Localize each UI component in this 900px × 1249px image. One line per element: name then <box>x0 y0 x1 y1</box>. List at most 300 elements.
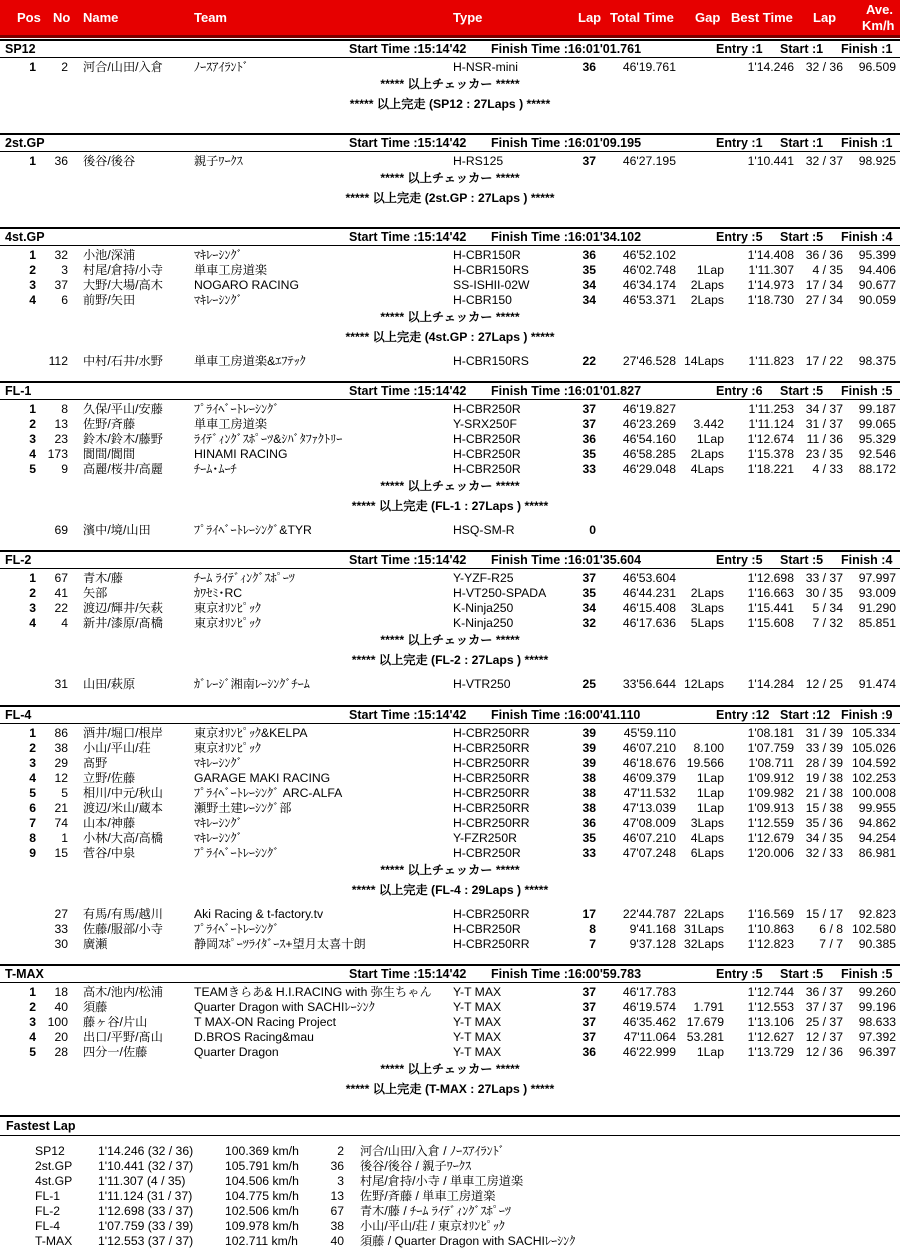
cell-team: ﾌﾟﾗｲﾍﾞｰﾄﾚｰｼﾝｸﾞ&TYR <box>194 523 312 537</box>
class-name: FL-4 <box>5 708 32 722</box>
cell-total: 46'54.160 <box>622 432 676 446</box>
result-row <box>0 417 900 432</box>
complete-note: ***** 以上完走 (2st.GP : 27Laps ) ***** <box>345 191 555 205</box>
fastest-cls: T-MAX <box>35 1234 73 1248</box>
cell-lap: 36 <box>582 1045 596 1059</box>
cell-best: 1'18.221 <box>747 462 794 476</box>
checker-note: ***** 以上チェッカー ***** <box>380 310 520 324</box>
cell-no: 22 <box>54 601 68 615</box>
cell-best: 1'12.674 <box>747 432 794 446</box>
fastest-rider: 小山/平山/荘 / 東京ｵﾘﾝﾋﾟｯｸ <box>360 1219 505 1233</box>
cell-lap: 0 <box>589 523 596 537</box>
cell-type: H-CBR250RR <box>453 801 530 815</box>
cell-total: 46'19.574 <box>622 1000 676 1014</box>
class-startc: Start :5 <box>780 967 824 981</box>
cell-pos: 4 <box>29 771 36 785</box>
cell-team: 瀬野土建ﾚｰｼﾝｸﾞ部 <box>194 801 292 815</box>
cell-type: H-NSR-mini <box>453 60 518 74</box>
fastest-lap-title: Fastest Lap <box>0 1115 900 1136</box>
cell-best: 1'14.284 <box>747 677 794 691</box>
cell-total: 46'18.676 <box>622 756 676 770</box>
cell-avg: 93.009 <box>858 586 896 600</box>
cell-team: GARAGE MAKI RACING <box>194 771 331 785</box>
class-start: Start Time :15:14'42 <box>349 384 467 398</box>
cell-name: 菅谷/中泉 <box>83 846 136 860</box>
cell-blap: 4 / 35 <box>812 263 843 277</box>
cell-lap: 37 <box>582 985 596 999</box>
fastest-rider: 須藤 / Quarter Dragon with SACHIﾚｰｼﾝｸ <box>360 1234 576 1248</box>
cell-best: 1'14.246 <box>747 60 794 74</box>
cell-no: 13 <box>54 417 68 431</box>
result-row <box>0 248 900 263</box>
class-entry: Entry :1 <box>716 136 763 150</box>
cell-type: H-CBR250R <box>453 922 521 936</box>
cell-lap: 7 <box>589 937 596 951</box>
cell-team: 東京ｵﾘﾝﾋﾟｯｸ&KELPA <box>194 726 308 740</box>
cell-gap: 53.281 <box>686 1030 724 1044</box>
class-section-fl2 <box>0 550 900 692</box>
cell-gap: 6Laps <box>690 846 724 860</box>
cell-total: 46'15.408 <box>622 601 676 615</box>
cell-avg: 91.474 <box>858 677 896 691</box>
cell-no: 40 <box>54 1000 68 1014</box>
cell-pos: 7 <box>29 816 36 830</box>
class-entry: Entry :5 <box>716 967 763 981</box>
class-entry: Entry :5 <box>716 230 763 244</box>
cell-best: 1'07.759 <box>747 741 794 755</box>
class-name: 2st.GP <box>5 136 45 150</box>
result-row <box>0 462 900 477</box>
unclassified-row <box>0 677 900 692</box>
cell-team: 単車工房道楽&ｴﾌﾃｯｸ <box>194 354 306 368</box>
cell-name: 久保/平山/安藤 <box>83 402 163 416</box>
cell-best: 1'12.679 <box>747 831 794 845</box>
cell-name: 藤ヶ谷/片山 <box>83 1015 148 1029</box>
cell-name: 山田/萩原 <box>83 677 136 691</box>
cell-lap: 35 <box>582 586 596 600</box>
cell-lap: 37 <box>582 154 596 168</box>
cell-lap: 38 <box>582 771 596 785</box>
cell-no: 173 <box>47 447 68 461</box>
cell-type: H-CBR250RR <box>453 726 530 740</box>
results-header <box>0 0 900 38</box>
cell-type: Y-SRX250F <box>453 417 517 431</box>
class-header <box>0 550 900 569</box>
class-startc: Start :5 <box>780 553 824 567</box>
cell-avg: 105.026 <box>851 741 896 755</box>
col-total: Total Time <box>610 10 674 25</box>
result-row <box>0 278 900 293</box>
cell-name: 佐藤/服部/小寺 <box>83 922 163 936</box>
cell-type: H-CBR250R <box>453 402 521 416</box>
cell-name: 青木/藤 <box>83 571 123 585</box>
cell-name: 小池/深浦 <box>83 248 136 262</box>
fastest-time: 1'10.441 (32 / 37) <box>98 1159 194 1173</box>
complete-note: ***** 以上完走 (4st.GP : 27Laps ) ***** <box>345 330 555 344</box>
cell-best: 1'14.408 <box>747 248 794 262</box>
fastest-time: 1'12.698 (33 / 37) <box>98 1204 194 1218</box>
cell-type: Y-T MAX <box>453 1045 502 1059</box>
cell-team: ﾏｷﾚｰｼﾝｸﾞ <box>194 293 243 307</box>
cell-team: 東京ｵﾘﾝﾋﾟｯｸ <box>194 741 262 755</box>
cell-avg: 97.997 <box>858 571 896 585</box>
class-start: Start Time :15:14'42 <box>349 967 467 981</box>
cell-blap: 30 / 35 <box>805 586 843 600</box>
cell-lap: 39 <box>582 756 596 770</box>
unclassified-row <box>0 354 900 369</box>
fastest-time: 1'11.124 (31 / 37) <box>98 1189 193 1203</box>
cell-avg: 95.399 <box>858 248 896 262</box>
fastest-cls: SP12 <box>35 1144 65 1158</box>
cell-type: K-Ninja250 <box>453 616 514 630</box>
col-best-lap: Lap <box>813 10 837 25</box>
class-startc: Start :5 <box>780 230 824 244</box>
cell-team: HINAMI RACING <box>194 447 288 461</box>
cell-name: 前野/矢田 <box>83 293 136 307</box>
result-row <box>0 263 900 278</box>
cell-name: 新井/漆原/髙橋 <box>83 616 163 630</box>
cell-gap: 2Laps <box>690 278 724 292</box>
checker-note: ***** 以上チェッカー ***** <box>380 1062 520 1076</box>
class-finish-time: Finish Time :16:01'09.195 <box>491 136 642 150</box>
class-header <box>0 39 900 58</box>
cell-best: 1'15.378 <box>747 447 794 461</box>
complete-note: ***** 以上完走 (SP12 : 27Laps ) ***** <box>349 97 551 111</box>
cell-blap: 37 / 37 <box>805 1000 843 1014</box>
cell-lap: 36 <box>582 816 596 830</box>
result-row <box>0 571 900 586</box>
cell-blap: 32 / 33 <box>805 846 843 860</box>
cell-team: ﾁｰﾑ･ﾑｰﾁ <box>194 462 237 476</box>
fastest-cls: FL-1 <box>35 1189 61 1203</box>
cell-name: 渡辺/米山/蔵本 <box>83 801 163 815</box>
cell-type: H-CBR250RR <box>453 741 530 755</box>
cell-name: 濱中/境/山田 <box>83 523 151 537</box>
cell-best: 1'12.559 <box>747 816 794 830</box>
cell-avg: 99.196 <box>858 1000 896 1014</box>
cell-gap: 1Lap <box>696 1045 724 1059</box>
cell-total: 46'58.285 <box>622 447 676 461</box>
cell-avg: 95.329 <box>858 432 896 446</box>
cell-best: 1'10.863 <box>747 922 794 936</box>
cell-type: H-VTR250 <box>453 677 511 691</box>
cell-gap: 14Laps <box>684 354 724 368</box>
fastest-lap-row <box>0 1144 900 1159</box>
unclassified-row <box>0 922 900 937</box>
cell-blap: 4 / 33 <box>812 462 843 476</box>
cell-name: 矢部 <box>83 586 108 600</box>
cell-gap: 1Lap <box>696 801 724 815</box>
cell-best: 1'12.553 <box>747 1000 794 1014</box>
cell-best: 1'12.744 <box>747 985 794 999</box>
cell-avg: 96.397 <box>858 1045 896 1059</box>
class-header <box>0 227 900 246</box>
fastest-speed: 104.506 km/h <box>225 1174 299 1188</box>
checker-note: ***** 以上チェッカー ***** <box>380 479 520 493</box>
cell-pos: 4 <box>29 1030 36 1044</box>
result-row <box>0 831 900 846</box>
cell-team: Quarter Dragon <box>194 1045 279 1059</box>
cell-team: TEAMきらあ& H.I.RACING with 弥生ちゃん <box>194 985 432 999</box>
cell-total: 33'56.644 <box>622 677 676 691</box>
cell-lap: 25 <box>582 677 596 691</box>
class-finish: Finish :1 <box>841 42 893 56</box>
col-lap: Lap <box>578 10 602 25</box>
cell-lap: 34 <box>582 293 596 307</box>
cell-pos: 1 <box>29 248 36 262</box>
cell-gap: 19.566 <box>686 756 724 770</box>
cell-blap: 35 / 36 <box>805 816 843 830</box>
class-name: SP12 <box>5 42 36 56</box>
cell-gap: 5Laps <box>690 616 724 630</box>
cell-lap: 36 <box>582 60 596 74</box>
cell-total: 47'11.064 <box>623 1030 676 1044</box>
cell-team: T MAX-ON Racing Project <box>194 1015 337 1029</box>
cell-total: 22'44.787 <box>622 907 676 921</box>
result-row <box>0 985 900 1000</box>
class-entry: Entry :6 <box>716 384 763 398</box>
cell-total: 46'44.231 <box>622 586 676 600</box>
cell-total: 46'07.210 <box>622 831 676 845</box>
cell-gap: 1Lap <box>696 771 724 785</box>
cell-pos: 1 <box>29 154 36 168</box>
fastest-rider: 村尾/倉持/小寺 / 単車工房道楽 <box>360 1174 524 1188</box>
result-row <box>0 816 900 831</box>
class-section-fl4 <box>0 705 900 952</box>
cell-best: 1'09.913 <box>747 801 794 815</box>
cell-type: Y-T MAX <box>453 1030 502 1044</box>
cell-best: 1'12.823 <box>747 937 794 951</box>
cell-team: 単車工房道楽 <box>194 263 268 277</box>
class-section-sp12 <box>0 39 900 115</box>
class-finish-time: Finish Time :16:00'41.110 <box>491 708 641 722</box>
cell-avg: 99.955 <box>858 801 896 815</box>
cell-name: 後谷/後谷 <box>83 154 136 168</box>
col-team: Team <box>194 10 227 25</box>
cell-no: 20 <box>54 1030 68 1044</box>
cell-team: ｶﾜｾﾐ･RC <box>194 586 243 600</box>
cell-pos: 2 <box>29 263 36 277</box>
cell-gap: 2Laps <box>690 447 724 461</box>
class-start: Start Time :15:14'42 <box>349 230 467 244</box>
cell-avg: 94.406 <box>858 263 896 277</box>
checker-note: ***** 以上チェッカー ***** <box>380 633 520 647</box>
cell-team: ﾏｷﾚｰｼﾝｸﾞ <box>194 756 243 770</box>
cell-no: 30 <box>54 937 68 951</box>
cell-gap: 8.100 <box>693 741 724 755</box>
cell-gap: 31Laps <box>684 922 724 936</box>
cell-team: Quarter Dragon with SACHIﾚｰｼﾝｸ <box>194 1000 375 1014</box>
cell-team: ﾌﾟﾗｲﾍﾞｰﾄﾚｰｼﾝｸﾞ <box>194 402 280 416</box>
cell-lap: 36 <box>582 248 596 262</box>
class-name: FL-1 <box>5 384 32 398</box>
class-startc: Start :1 <box>780 42 824 56</box>
cell-lap: 17 <box>582 907 596 921</box>
cell-best: 1'16.569 <box>747 907 794 921</box>
class-section-2stgp <box>0 133 900 209</box>
cell-no: 2 <box>61 60 68 74</box>
cell-type: H-CBR250R <box>453 462 521 476</box>
class-entry: Entry :12 <box>716 708 770 722</box>
result-row <box>0 601 900 616</box>
cell-lap: 35 <box>582 263 596 277</box>
cell-name: 小山/平山/荘 <box>83 741 151 755</box>
cell-lap: 34 <box>582 601 596 615</box>
cell-blap: 11 / 36 <box>806 432 843 446</box>
cell-name: 中村/石井/水野 <box>83 354 163 368</box>
cell-pos: 1 <box>29 402 36 416</box>
cell-gap: 22Laps <box>684 907 724 921</box>
class-finish-time: Finish Time :16:00'59.783 <box>491 967 642 981</box>
cell-lap: 38 <box>582 786 596 800</box>
cell-blap: 31 / 37 <box>805 417 843 431</box>
cell-blap: 34 / 35 <box>805 831 843 845</box>
cell-gap: 4Laps <box>690 831 724 845</box>
cell-avg: 85.851 <box>858 616 896 630</box>
class-start: Start Time :15:14'42 <box>349 553 467 567</box>
fastest-no: 3 <box>337 1174 344 1188</box>
cell-blap: 28 / 39 <box>805 756 843 770</box>
class-header <box>0 381 900 400</box>
cell-avg: 96.509 <box>858 60 896 74</box>
cell-no: 41 <box>54 586 68 600</box>
cell-team: Aki Racing & t-factory.tv <box>194 907 324 921</box>
fastest-rider: 河合/山田/入倉 / ﾉｰｽｱｲﾗﾝﾄﾞ <box>360 1144 505 1158</box>
cell-type: H-CBR250RR <box>453 816 530 830</box>
cell-avg: 94.862 <box>858 816 896 830</box>
cell-pos: 1 <box>29 985 36 999</box>
cell-avg: 99.260 <box>858 985 896 999</box>
result-row <box>0 293 900 308</box>
fastest-cls: FL-4 <box>35 1219 61 1233</box>
cell-team: 東京ｵﾘﾝﾋﾟｯｸ <box>194 616 262 630</box>
cell-no: 4 <box>61 616 68 630</box>
cell-total: 46'23.269 <box>622 417 676 431</box>
cell-total: 46'22.999 <box>622 1045 676 1059</box>
class-start: Start Time :15:14'42 <box>349 42 467 56</box>
cell-total: 46'17.783 <box>622 985 676 999</box>
cell-best: 1'12.627 <box>747 1030 794 1044</box>
cell-blap: 21 / 38 <box>805 786 843 800</box>
cell-gap: 2Laps <box>690 586 724 600</box>
cell-blap: 17 / 22 <box>805 354 843 368</box>
class-start: Start Time :15:14'42 <box>349 708 467 722</box>
cell-team: ﾏｷﾚｰｼﾝｸﾞ <box>194 816 243 830</box>
cell-gap: 3.442 <box>693 417 724 431</box>
cell-pos: 3 <box>29 432 36 446</box>
cell-blap: 31 / 39 <box>805 726 843 740</box>
result-row <box>0 154 900 169</box>
fastest-time: 1'07.759 (33 / 39) <box>98 1219 194 1233</box>
cell-team: ﾏｷﾚｰｼﾝｸﾞ <box>194 831 243 845</box>
result-row <box>0 60 900 75</box>
cell-total: 46'34.174 <box>622 278 676 292</box>
cell-no: 6 <box>61 293 68 307</box>
class-startc: Start :1 <box>780 136 824 150</box>
cell-no: 31 <box>54 677 68 691</box>
cell-type: H-CBR150RS <box>453 354 529 368</box>
cell-name: 村尾/倉持/小寺 <box>83 263 163 277</box>
cell-no: 33 <box>54 922 68 936</box>
cell-type: SS-ISHII-02W <box>453 278 530 292</box>
fastest-lap-row <box>0 1189 900 1204</box>
col-pos: Pos <box>17 10 41 25</box>
fastest-lap-row <box>0 1174 900 1189</box>
fastest-cls: FL-2 <box>35 1204 61 1218</box>
cell-type: Y-T MAX <box>453 985 502 999</box>
result-row <box>0 402 900 417</box>
cell-blap: 15 / 38 <box>805 801 843 815</box>
cell-pos: 2 <box>29 1000 36 1014</box>
cell-best: 1'08.711 <box>748 756 794 770</box>
cell-type: Y-FZR250R <box>453 831 517 845</box>
cell-type: H-CBR250R <box>453 846 521 860</box>
cell-type: H-CBR250RR <box>453 771 530 785</box>
cell-no: 9 <box>61 462 68 476</box>
cell-best: 1'18.730 <box>747 293 794 307</box>
cell-gap: 1Lap <box>696 786 724 800</box>
cell-type: H-CBR150 <box>453 293 512 307</box>
cell-blap: 33 / 37 <box>805 571 843 585</box>
cell-avg: 98.633 <box>858 1015 896 1029</box>
cell-pos: 9 <box>29 846 36 860</box>
checker-note: ***** 以上チェッカー ***** <box>380 77 520 91</box>
cell-no: 36 <box>54 154 68 168</box>
cell-no: 21 <box>54 801 68 815</box>
cell-lap: 37 <box>582 1015 596 1029</box>
fastest-no: 13 <box>330 1189 344 1203</box>
cell-lap: 36 <box>582 432 596 446</box>
class-finish: Finish :4 <box>841 553 893 567</box>
cell-pos: 6 <box>29 801 36 815</box>
unclassified-row <box>0 937 900 952</box>
cell-lap: 38 <box>582 801 596 815</box>
class-entry: Entry :5 <box>716 553 763 567</box>
cell-gap: 4Laps <box>690 462 724 476</box>
cell-blap: 32 / 37 <box>805 154 843 168</box>
class-finish-time: Finish Time :16:01'01.761 <box>491 42 642 56</box>
cell-no: 18 <box>54 985 68 999</box>
cell-lap: 35 <box>582 831 596 845</box>
class-section-fl1 <box>0 381 900 538</box>
cell-no: 8 <box>61 402 68 416</box>
cell-avg: 90.677 <box>858 278 896 292</box>
cell-gap: 12Laps <box>684 677 724 691</box>
cell-best: 1'11.307 <box>748 263 794 277</box>
cell-pos: 3 <box>29 278 36 292</box>
cell-avg: 92.823 <box>858 907 896 921</box>
cell-type: H-CBR150R <box>453 248 521 262</box>
result-row <box>0 801 900 816</box>
cell-total: 47'13.039 <box>622 801 676 815</box>
cell-name: 大野/大場/高木 <box>83 278 163 292</box>
fastest-speed: 102.506 km/h <box>225 1204 299 1218</box>
cell-avg: 100.008 <box>851 786 896 800</box>
class-startc: Start :12 <box>780 708 831 722</box>
cell-pos: 3 <box>29 756 36 770</box>
cell-no: 29 <box>54 756 68 770</box>
cell-blap: 36 / 36 <box>805 248 843 262</box>
class-finish: Finish :4 <box>841 230 893 244</box>
fastest-rider: 青木/藤 / ﾁｰﾑ ﾗｲﾃﾞｨﾝｸﾞｽﾎﾟｰﾂ <box>360 1204 511 1218</box>
unclassified-row <box>0 907 900 922</box>
fastest-lap-row <box>0 1204 900 1219</box>
cell-name: 小林/大高/高橋 <box>83 831 163 845</box>
result-row <box>0 726 900 741</box>
fastest-speed: 100.369 km/h <box>225 1144 299 1158</box>
class-header <box>0 705 900 724</box>
cell-total: 46'52.102 <box>622 248 676 262</box>
